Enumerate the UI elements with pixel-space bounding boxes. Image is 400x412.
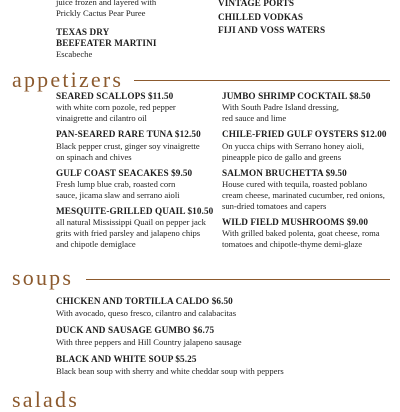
menu-item-desc: tomatoes and chipotle-thyme demi-glaze: [222, 239, 363, 249]
menu-item-title: SALMON BRUCHETTA $9.50: [222, 168, 347, 178]
top-left-desc-line-2: Prickly Cactus Pear Puree: [56, 8, 146, 18]
top-left-desc-line-1: juice frozen and layered with: [56, 0, 157, 7]
menu-item-desc: with white corn pozole, red pepper: [56, 102, 176, 112]
menu-item-title: SEARED SCALLOPS $11.50: [56, 91, 174, 101]
menu-item-desc: Black pepper crust, ginger soy vinaigrette: [56, 141, 200, 151]
menu-item-desc: cream cheese, marinated cucumber, red onions,: [222, 190, 385, 200]
soups-heading: soups: [12, 265, 74, 290]
menu-item-desc: With avocado, queso fresco, cilantro and calabacitas: [56, 308, 237, 318]
menu-item-title: WILD FIELD MUSHROOMS $9.00: [222, 217, 369, 227]
martini-title-line-2: BEEFEATER MARTINI: [56, 38, 157, 48]
menu-item-title: DUCK AND SAUSAGE GUMBO $6.75: [56, 325, 215, 335]
martini-desc: Escabeche: [56, 49, 93, 59]
menu-item-desc: pineapple pico de gallo and greens: [222, 152, 342, 162]
top-right-item-2: CHILLED VODKAS: [218, 12, 304, 22]
menu-item-desc: sauce, jicama slaw and serrano aioli: [56, 190, 180, 200]
menu-item-desc: on spinach and chives: [56, 152, 132, 162]
menu-item-desc: red sauce and lime: [222, 113, 287, 123]
menu-item-desc: House cured with tequila, roasted poblano: [222, 179, 368, 189]
menu-item-title: JUMBO SHRIMP COCKTAIL $8.50: [222, 91, 371, 101]
appetizers-rule: [134, 80, 390, 81]
menu-item-title: CHICKEN AND TORTILLA CALDO $6.50: [56, 296, 233, 306]
menu-item-desc: On yucca chips with Serrano honey aioli,: [222, 141, 364, 151]
menu-item-desc: With grilled baked polenta, goat cheese, roma: [222, 228, 380, 238]
menu-item-desc: all natural Mississippi Quail on pepper jack: [56, 217, 206, 227]
menu-item-title: CHILE-FRIED GULF OYSTERS $12.00: [222, 129, 387, 139]
menu-item-desc: vinaigrette and cilantro oil: [56, 113, 147, 123]
soups-rule: [86, 279, 390, 280]
menu-item-desc: With three peppers and Hill Country jalapeno sausage: [56, 337, 242, 347]
menu-item-title: PAN-SEARED RARE TUNA $12.50: [56, 129, 201, 139]
menu-item-desc: Black bean soup with sherry and white cheddar soup with peppers: [56, 366, 284, 376]
menu-item-desc: grits with fried parsley and jalapeno chips: [56, 228, 201, 238]
top-right-item-3: FIJI AND VOSS WATERS: [218, 25, 326, 35]
appetizers-heading: appetizers: [12, 67, 124, 92]
menu-item-title: BLACK AND WHITE SOUP $5.25: [56, 354, 197, 364]
menu-item-desc: With South Padre Island dressing,: [222, 102, 339, 112]
martini-title-line-1: TEXAS DRY: [56, 27, 110, 37]
menu-item-title: MESQUITE-GRILLED QUAIL $10.50: [56, 206, 214, 216]
menu-item-title: GULF COAST SEACAKES $9.50: [56, 168, 193, 178]
menu-item-desc: Fresh lump blue crab, roasted corn: [56, 179, 176, 189]
menu-item-desc: and chipotle demiglace: [56, 239, 136, 249]
top-right-item-1: VINTAGE PORTS: [218, 0, 295, 8]
menu-item-desc: sun-dried tomatoes and capers: [222, 201, 327, 211]
salads-heading: salads: [12, 387, 79, 412]
